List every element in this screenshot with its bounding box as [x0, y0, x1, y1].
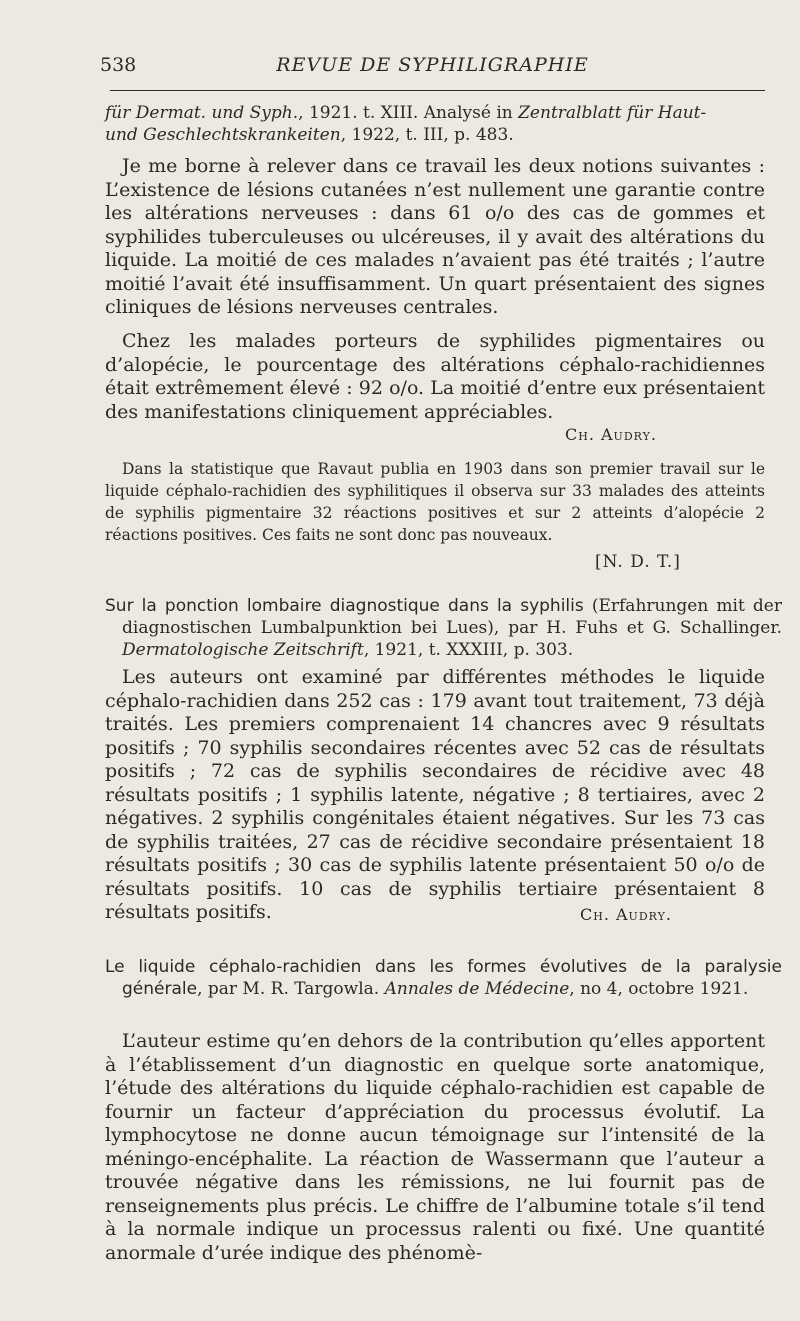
- article-2-heading: Sur la ponction lombaire diagnostique dans la syphilis (Erfahrungen mit der diagnostischen Lumbalpunktion bei Lues), par H. Fuhs et G. Schallinger. Dermatologische Zeitschrift, 1921, t. XXXIII, p. 303.: [105, 596, 782, 660]
- article-2-body: Les auteurs ont examiné par différentes méthodes le liquide céphalo-rachidien dans 252 cas : 179 avant tout traitement, 73 déjà traités. Les premiers comprenaient 14 chancres avec 9 résultats positifs ; 70 syphilis secondaires récentes avec 52 cas de résultats positifs ; 72 cas de syphilis secondaires de récidive avec 48 résultats positifs ; 1 syphilis latente, négative ; 8 tertiaires, avec 2 négatives. 2 syphilis congénitales étaient négatives. Sur les 73 cas de syphilis traitées, 27 cas de récidive secondaire présentaient 18 résultats positifs ; 30 cas de syphilis latente présentaient 50 o/o de résultats positifs. 10 cas de syphilis tertiaire présentaient 8 résultats positifs.: [105, 666, 765, 923]
- article-3-title: Le liquide céphalo-rachidien dans les formes évolutives de la paralysie générale: [105, 957, 782, 999]
- running-title: REVUE DE SYPHILIGRAPHIE: [276, 54, 589, 76]
- translator-note-signature: [N. D. T.]: [595, 552, 681, 572]
- top-reference: für Dermat. und Syph., 1921. t. XIII. Analysé in Zentralblatt für Haut- und Geschlechtskrankeiten, 1922, t. III, p. 483.: [105, 103, 707, 145]
- article-2-signature: Ch. Audry.: [580, 905, 672, 924]
- paragraph-2: Chez les malades porteurs de syphilides pigmentaires ou d’alopécie, le pourcentage des altérations céphalo-rachidiennes était extrêmement élevé : 92 o/o. La moitié d’entre eux présentaient des manifestations cliniquement appréciables.: [105, 330, 765, 423]
- page-header: [100, 50, 765, 80]
- signature-1: Ch. Audry.: [565, 425, 657, 444]
- header-rule: [110, 90, 765, 91]
- article-3-body: L’auteur estime qu’en dehors de la contribution qu’elles apportent à l’établissement d’un diagnostic en quelque sorte anatomique, l’étude des altérations du liquide céphalo-rachidien est capable de fournir un facteur d’appréciation du processus évolutif. La lymphocytose ne donne aucun témoignage sur l’intensité de la méningo-encéphalite. La réaction de Wassermann que l’auteur a trouvée négative dans les rémissions, ne lui fournit pas de renseignements plus précis. Le chiffre de l’albumine totale s’il tend à la normale indique un processus ralenti ou fixé. Une quantité anormale d’urée indique des phénomè-: [105, 1030, 765, 1264]
- article-2-title: Sur la ponction lombaire diagnostique dans la syphilis: [105, 596, 584, 616]
- paragraph-1: Je me borne à relever dans ce travail les deux notions suivantes : L’existence de lésions cutanées n’est nullement une garantie contre les altérations nerveuses : dans 61 o/o des cas de gommes et syphilides tuberculeuses ou ulcéreuses, il y avait des altérations du liquide. La moitié de ces malades n’avaient pas été traités ; l’autre moitié l’avait été insuffisamment. Un quart présentaient des signes cliniques de lésions nerveuses centrales.: [105, 155, 765, 318]
- article-3-heading: Le liquide céphalo-rachidien dans les formes évolutives de la paralysie générale, par M. R. Targowla. Annales de Médecine, no 4, octobre 1921.: [105, 957, 782, 999]
- translator-note: Dans la statistique que Ravaut publia en 1903 dans son premier travail sur le liquide céphalo-rachidien des syphilitiques il observa sur 33 malades des atteints de syphilis pigmentaire 32 réactions positives et sur 2 atteints d’alopécie 2 réactions positives. Ces faits ne sont donc pas nouveaux.: [105, 460, 765, 544]
- page-number: 538: [100, 54, 137, 76]
